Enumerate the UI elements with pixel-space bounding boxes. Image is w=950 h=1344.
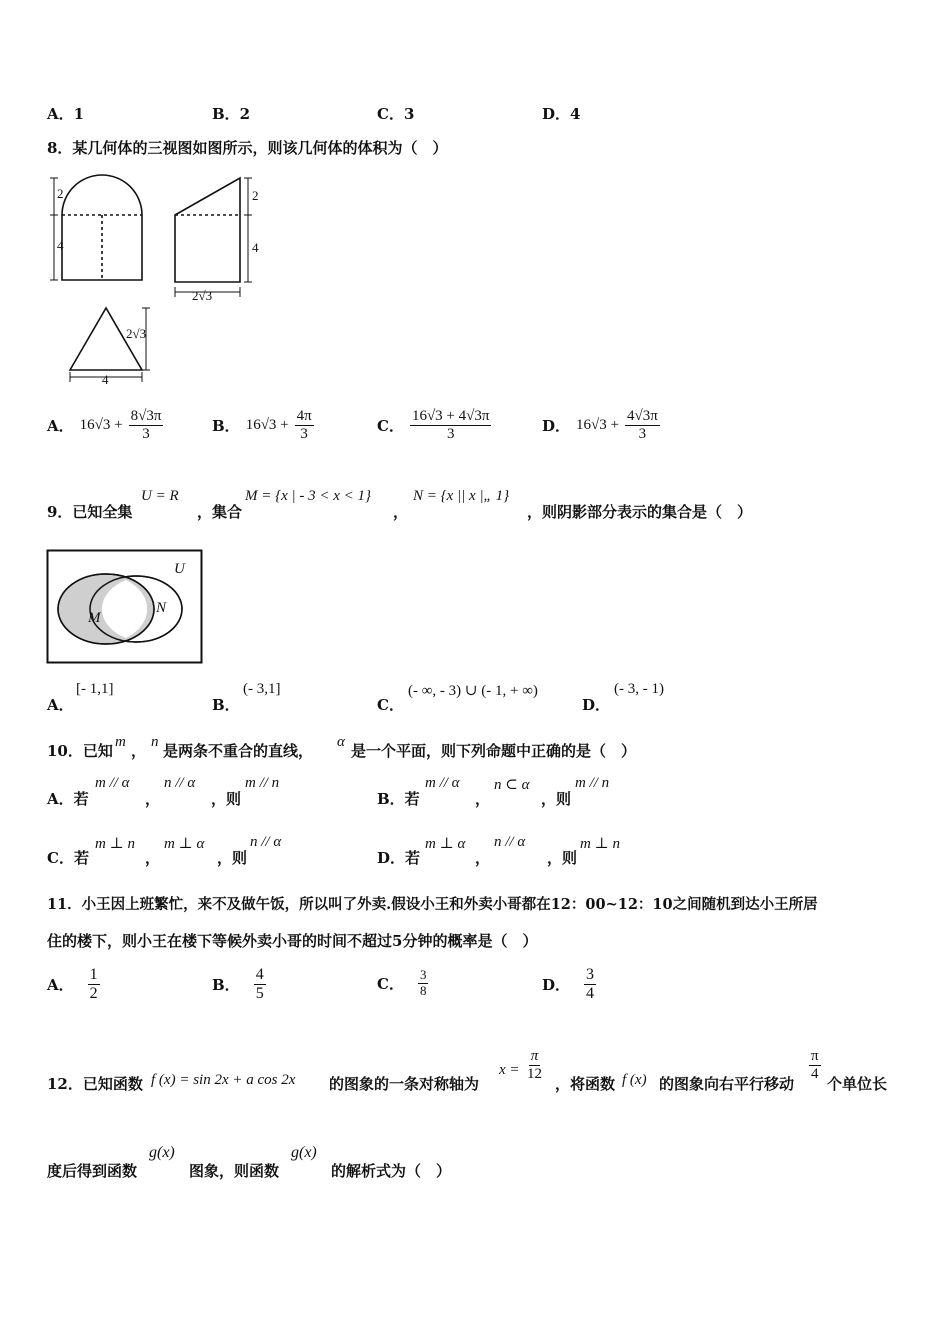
q8-d-frac: $\frac{4√3\pi}{3}$ [626, 408, 658, 443]
dim-2sqrt3-bottom: 2√3 [192, 288, 213, 303]
dim-4-right: 4 [252, 240, 259, 255]
q8-a-frac: $\frac{8√3\pi}{3}$ [130, 408, 162, 443]
q9-option-b[interactable]: (- 3,1] [243, 681, 281, 697]
q10-option-d[interactable]: D．若 m ⊥ α ， n // α ，则 m ⊥ n [377, 834, 620, 867]
q9-label-c[interactable]: C． [377, 696, 404, 714]
q10-option-c[interactable]: C．若 m ⊥ n ， m ⊥ α ，则 n // α [47, 834, 282, 867]
q9-option-d[interactable]: (- 3, - 1) [614, 681, 664, 697]
q9-set-m: M = {x | - 3 < x < 1} [245, 488, 372, 504]
q8-option-d[interactable] [542, 408, 660, 444]
venn-n-label: N [156, 600, 167, 616]
venn-u-label: U [174, 561, 185, 577]
q8-label-c: C． [377, 417, 404, 436]
q7-option-b[interactable]: B．2 [212, 105, 251, 123]
q12-stem-line1: 12．已知函数 f (x) = sin 2x + a cos 2x 的图象的一条对称轴为 x = $\frac{\pi}{12}$ ，将函数 f (x) 的图象向右平行移动 $\frac{\pi}{4}$ 个单位长 [47, 1048, 888, 1093]
q8-stem: 8．某几何体的三视图如图所示，则该几何体的体积为（ ） [47, 139, 448, 157]
q8-option-c[interactable] [377, 408, 491, 444]
q12-axis-fraction: $\frac{\pi}{12}$ [527, 1048, 542, 1083]
q9-universal-set: U = R [141, 488, 179, 504]
q8-option-b[interactable] [212, 408, 314, 444]
q8-a-pre: 16√3 + [79, 417, 123, 434]
q9-venn-diagram [46, 549, 204, 665]
q9-label-a[interactable]: A． [47, 696, 74, 714]
venn-m-label: M [88, 610, 101, 626]
q10-option-b[interactable]: B．若 m // α ， n ⊂ α ，则 m // n [377, 775, 610, 808]
q11-option-d[interactable]: D． $\frac{3}{4}$ [542, 966, 595, 1003]
dim-2-left: 2 [57, 186, 64, 201]
q9-option-c[interactable]: (- ∞, - 3) ∪ (- 1, + ∞) [408, 683, 538, 699]
q10-option-a[interactable]: A．若 m // α ， n // α ，则 m // n [47, 775, 280, 808]
q8-c-frac: $\frac{16√3 + 4√3\pi}{3}$ [411, 408, 490, 443]
q8-label-a: A． [47, 417, 74, 436]
q12-stem-line2: 度后得到函数 g(x) 图象，则函数 g(x) 的解析式为（ ） [47, 1144, 452, 1180]
q8-b-pre: 16√3 + [245, 417, 289, 434]
side-view-shape [175, 178, 240, 282]
q10-stem: 10．已知 m ， n 是两条不重合的直线， α 是一个平面，则下列命题中正确的是（ ） [47, 734, 637, 760]
q11-option-b[interactable]: B． $\frac{4}{5}$ [212, 966, 264, 1003]
q7-option-c[interactable]: C．3 [377, 105, 415, 123]
q12-function-g: g(x) [149, 1144, 175, 1161]
q8-label-b: B． [212, 417, 240, 436]
q8-three-view-figure [40, 170, 270, 390]
q9-set-n: N = {x || x |„ 1} [413, 488, 510, 504]
q8-label-d: D． [542, 417, 571, 436]
q7-option-d[interactable]: D．4 [542, 105, 581, 123]
q12-shift-fraction: $\frac{\pi}{4}$ [811, 1048, 819, 1083]
q9-label-b[interactable]: B． [212, 696, 240, 714]
dim-2sqrt3-height: 2√3 [126, 326, 147, 341]
q8-d-pre: 16√3 + [576, 417, 619, 434]
q11-option-c[interactable]: C． $\frac{3}{8}$ [377, 967, 427, 998]
q9-label-d[interactable]: D． [582, 696, 611, 714]
dim-2-right: 2 [252, 188, 259, 203]
q11-stem-line1: 11．小王因上班繁忙，来不及做午饭，所以叫了外卖.假设小王和外卖小哥都在12：00~12：10之间随机到达小王所居 [47, 896, 818, 913]
q8-option-a[interactable] [47, 408, 163, 444]
dim-4-bottom: 4 [102, 372, 109, 387]
q7-option-a[interactable]: A．1 [47, 105, 85, 123]
q11-stem-line2: 住的楼下，则小王在楼下等候外卖小哥的时间不超过5分钟的概率是（ ） [47, 932, 538, 950]
q12-function-f: f (x) = sin 2x + a cos 2x [151, 1072, 296, 1088]
q9-option-a[interactable]: [- 1,1] [76, 681, 114, 697]
dim-4-left: 4 [57, 238, 64, 253]
q8-b-frac: $\frac{4\pi}{3}$ [296, 408, 312, 443]
q11-option-a[interactable]: A． $\frac{1}{2}$ [47, 966, 98, 1003]
